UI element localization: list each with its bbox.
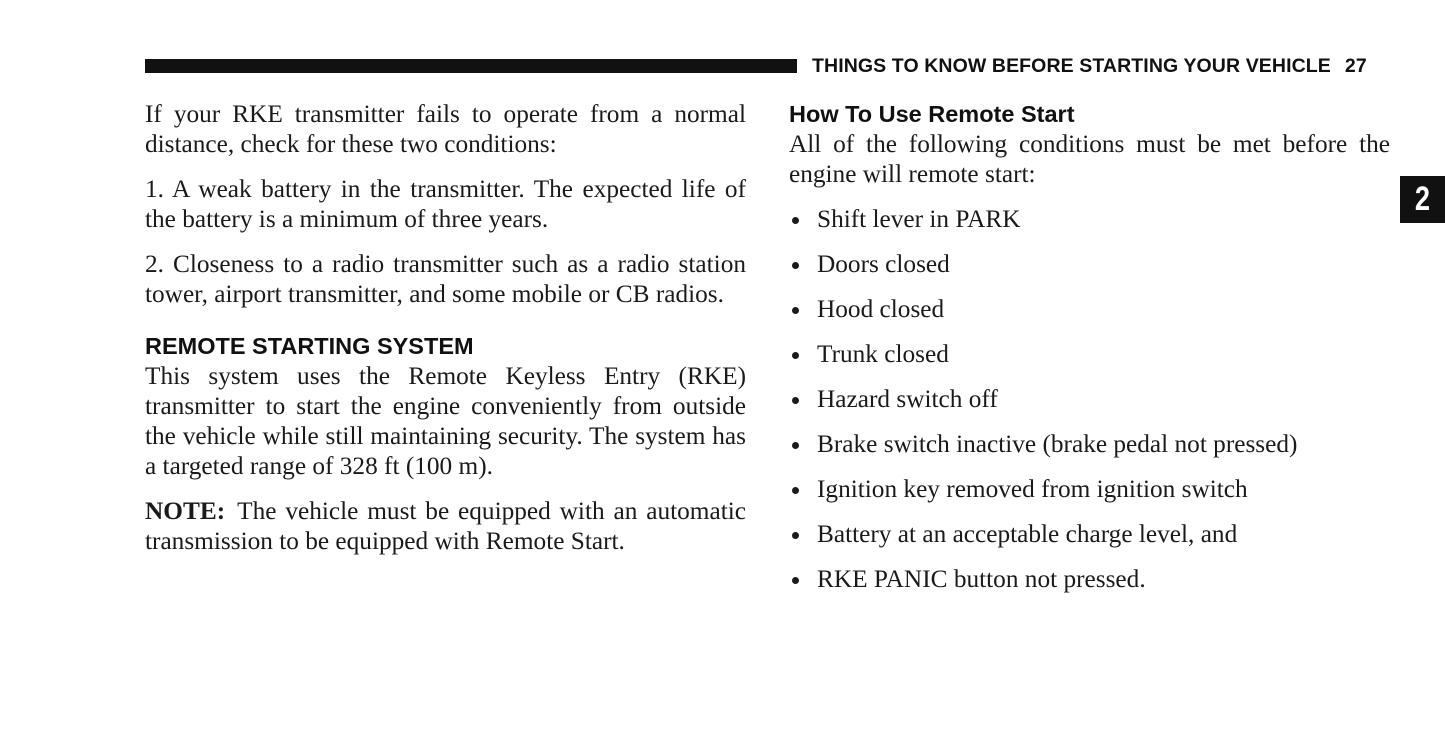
note-paragraph [145,496,746,556]
bullet-icon [792,352,799,359]
bullet-icon [792,262,799,269]
list-item [789,474,1390,504]
bullet-icon [792,217,799,224]
list-item-text: Trunk closed [817,340,949,368]
subheading-how-to-use-remote-start: How To Use Remote Start [789,101,1075,127]
bullet-icon [792,397,799,404]
list-item-text: Hood closed [817,295,945,323]
left-column [145,99,746,556]
list-item-text: RKE PANIC button not pressed. [817,565,1146,593]
list-item [789,384,1390,414]
section-tab [1400,176,1445,223]
note-text: The vehicle must be equipped with an automatic transmission to be equipped with Remote Start. [145,497,746,555]
conditions-list [789,204,1390,594]
list-item-text: Battery at an acceptable charge level, and [817,520,1238,548]
list-item-text: Ignition key removed from ignition switch [817,475,1248,503]
list-item [789,339,1390,369]
section-tab-number: 2 [1414,180,1431,218]
right-column [789,99,1390,609]
list-item-text: Doors closed [817,250,950,278]
list-item [789,249,1390,279]
bullet-icon [792,307,799,314]
condition-1-paragraph: 1. A weak battery in the transmitter. The expected life of the battery is a minimum of three years. [145,175,746,233]
list-item [789,564,1390,594]
bullet-icon [792,577,799,584]
running-header [812,55,1367,77]
bullet-icon [792,532,799,539]
note-label: NOTE: [145,497,226,525]
remote-starting-body [145,361,746,481]
bullet-icon [792,442,799,449]
header-rule [145,59,797,73]
conditions-intro-paragraph: All of the following conditions must be met before the engine will remote start: [789,130,1390,188]
list-item-text: Brake switch inactive (brake pedal not pressed) [817,430,1298,458]
header-title: THINGS TO KNOW BEFORE STARTING YOUR VEHICLE [812,55,1331,77]
rke-intro-paragraph: If your RKE transmitter fails to operate from a normal distance, check for these two conditions: [145,100,746,158]
list-item [789,429,1390,459]
condition-2-paragraph: 2. Closeness to a radio transmitter such as a radio station tower, airport transmitter, and some mobile or CB radios. [145,250,746,308]
list-item [789,294,1390,324]
remote-starting-body-text: This system uses the Remote Keyless Entry (RKE) transmitter to start the engine conveniently from outside the vehicle while still maintaining security. The system has a targeted range of 328 ft (100 m). [145,362,746,480]
section-heading-remote-starting-system: REMOTE STARTING SYSTEM [145,333,474,359]
list-item-text: Hazard switch off [817,385,998,413]
list-item [789,204,1390,234]
page-number: 27 [1344,55,1367,77]
list-item [789,519,1390,549]
list-item-text: Shift lever in PARK [817,205,1021,233]
bullet-icon [792,487,799,494]
